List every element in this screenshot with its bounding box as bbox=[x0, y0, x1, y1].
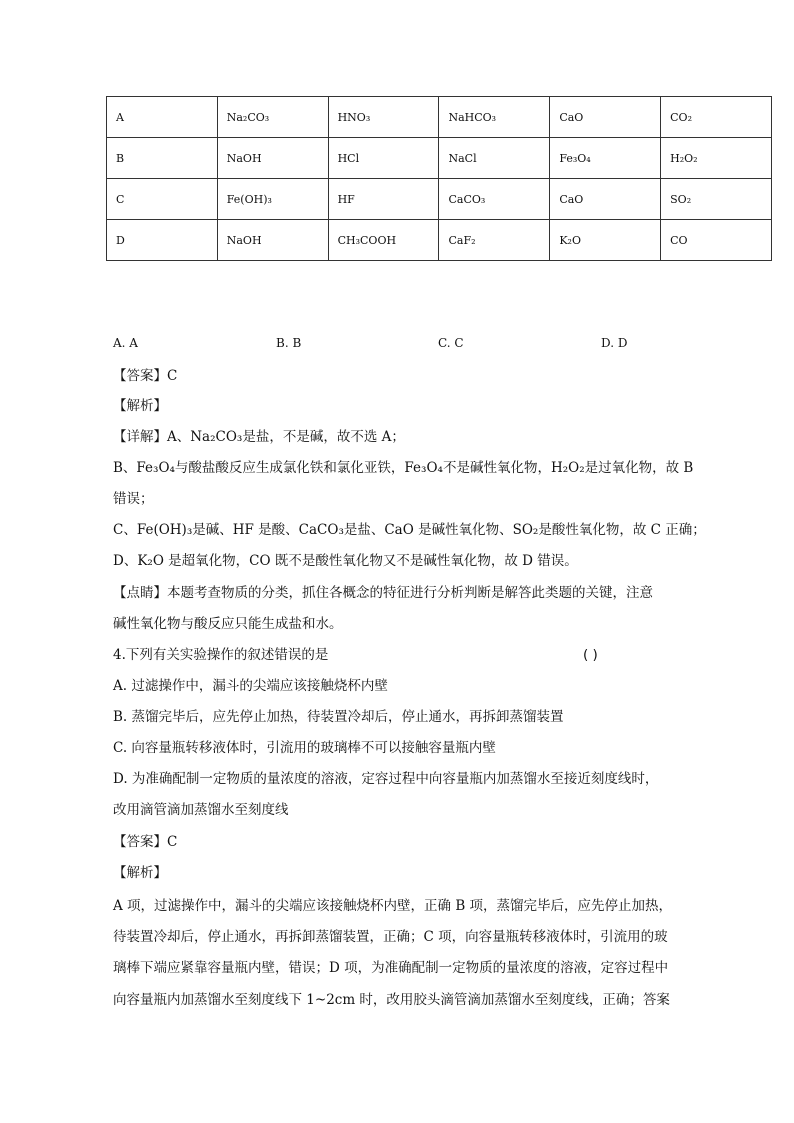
table-cell: HF bbox=[328, 179, 439, 220]
q4-answer-bracket: ( ) bbox=[583, 647, 598, 663]
table-cell: NaOH bbox=[217, 220, 328, 261]
q4-analysis-line: A 项，过滤操作中，漏斗的尖端应该接触烧杯内壁，正确 B 项，蒸馏完毕后，应先停止加热， bbox=[113, 898, 673, 914]
table-cell: H₂O₂ bbox=[661, 138, 772, 179]
table-cell: CaCO₃ bbox=[439, 179, 550, 220]
table-cell: SO₂ bbox=[661, 179, 772, 220]
table-cell: CO₂ bbox=[661, 97, 772, 138]
classification-table bbox=[106, 96, 772, 261]
row-label: A bbox=[107, 97, 218, 138]
table-row bbox=[107, 220, 772, 261]
q4-answer: 【答案】C bbox=[113, 834, 178, 850]
option-b: B. B bbox=[276, 336, 302, 350]
table-cell: CH₃COOH bbox=[328, 220, 439, 261]
q3-detail-line: 【详解】A、Na₂CO₃是盐，不是碱，故不选 A； bbox=[113, 429, 405, 445]
option-d: D. D bbox=[601, 336, 628, 350]
q3-detail-line: B、Fe₃O₄与酸盐酸反应生成氯化铁和氯化亚铁，Fe₃O₄不是碱性氧化物，H₂O₂是过氧化物，故 B bbox=[113, 460, 694, 476]
q4-option-c: C. 向容量瓶转移液体时，引流用的玻璃棒不可以接触容量瓶内壁 bbox=[113, 740, 496, 756]
table-cell: NaOH bbox=[217, 138, 328, 179]
option-c: C. C bbox=[438, 336, 464, 350]
table-cell: CO bbox=[661, 220, 772, 261]
table-cell: HNO₃ bbox=[328, 97, 439, 138]
q4-analysis-line: 璃棒下端应紧靠容量瓶内壁，错误；D 项，为准确配制一定物质的量浓度的溶液，定容过程中 bbox=[113, 960, 669, 976]
table-row bbox=[107, 138, 772, 179]
q4-question: 4.下列有关实验操作的叙述错误的是 bbox=[113, 647, 329, 663]
row-label: C bbox=[107, 179, 218, 220]
q3-detail-line: D、K₂O 是超氧化物，CO 既不是酸性氧化物又不是碱性氧化物，故 D 错误。 bbox=[113, 553, 578, 569]
q3-point-line: 碱性氧化物与酸反应只能生成盐和水。 bbox=[113, 616, 343, 632]
table-row bbox=[107, 97, 772, 138]
q4-analysis-heading: 【解析】 bbox=[113, 865, 167, 881]
q4-option-d-cont: 改用滴管滴加蒸馏水至刻度线 bbox=[113, 802, 289, 818]
table-cell: NaHCO₃ bbox=[439, 97, 550, 138]
q3-point-line: 【点睛】本题考查物质的分类，抓住各概念的特征进行分析判断是解答此类题的关键，注意 bbox=[113, 585, 653, 601]
q3-analysis-heading: 【解析】 bbox=[113, 398, 167, 414]
option-a: A. A bbox=[113, 336, 138, 350]
q4-option-a: A. 过滤操作中，漏斗的尖端应该接触烧杯内壁 bbox=[113, 678, 388, 694]
row-label: B bbox=[107, 138, 218, 179]
table-cell: Fe(OH)₃ bbox=[217, 179, 328, 220]
q4-option-d: D. 为准确配制一定物质的量浓度的溶液，定容过程中向容量瓶内加蒸馏水至接近刻度线时， bbox=[113, 771, 659, 787]
q4-analysis-line: 待装置冷却后，停止通水，再拆卸蒸馏装置，正确；C 项，向容量瓶转移液体时，引流用的玻 bbox=[113, 929, 668, 945]
q4-analysis-line: 向容量瓶内加蒸馏水至刻度线下 1~2cm 时，改用胶头滴管滴加蒸馏水至刻度线，正确；答案 bbox=[113, 992, 670, 1008]
table-row bbox=[107, 179, 772, 220]
row-label: D bbox=[107, 220, 218, 261]
table-cell: Na₂CO₃ bbox=[217, 97, 328, 138]
q3-detail-line: 错误； bbox=[113, 491, 154, 507]
table-cell: CaO bbox=[550, 179, 661, 220]
table-cell: NaCl bbox=[439, 138, 550, 179]
q3-answer: 【答案】C bbox=[113, 368, 178, 384]
table-cell: CaO bbox=[550, 97, 661, 138]
table-cell: K₂O bbox=[550, 220, 661, 261]
table-cell: HCl bbox=[328, 138, 439, 179]
table-cell: CaF₂ bbox=[439, 220, 550, 261]
table-cell: Fe₃O₄ bbox=[550, 138, 661, 179]
q4-option-b: B. 蒸馏完毕后，应先停止加热，待装置冷却后，停止通水，再拆卸蒸馏装置 bbox=[113, 709, 564, 725]
q3-detail-line: C、Fe(OH)₃是碱、HF 是酸、CaCO₃是盐、CaO 是碱性氧化物、SO₂是酸性氧化物，故 C 正确； bbox=[113, 522, 706, 538]
